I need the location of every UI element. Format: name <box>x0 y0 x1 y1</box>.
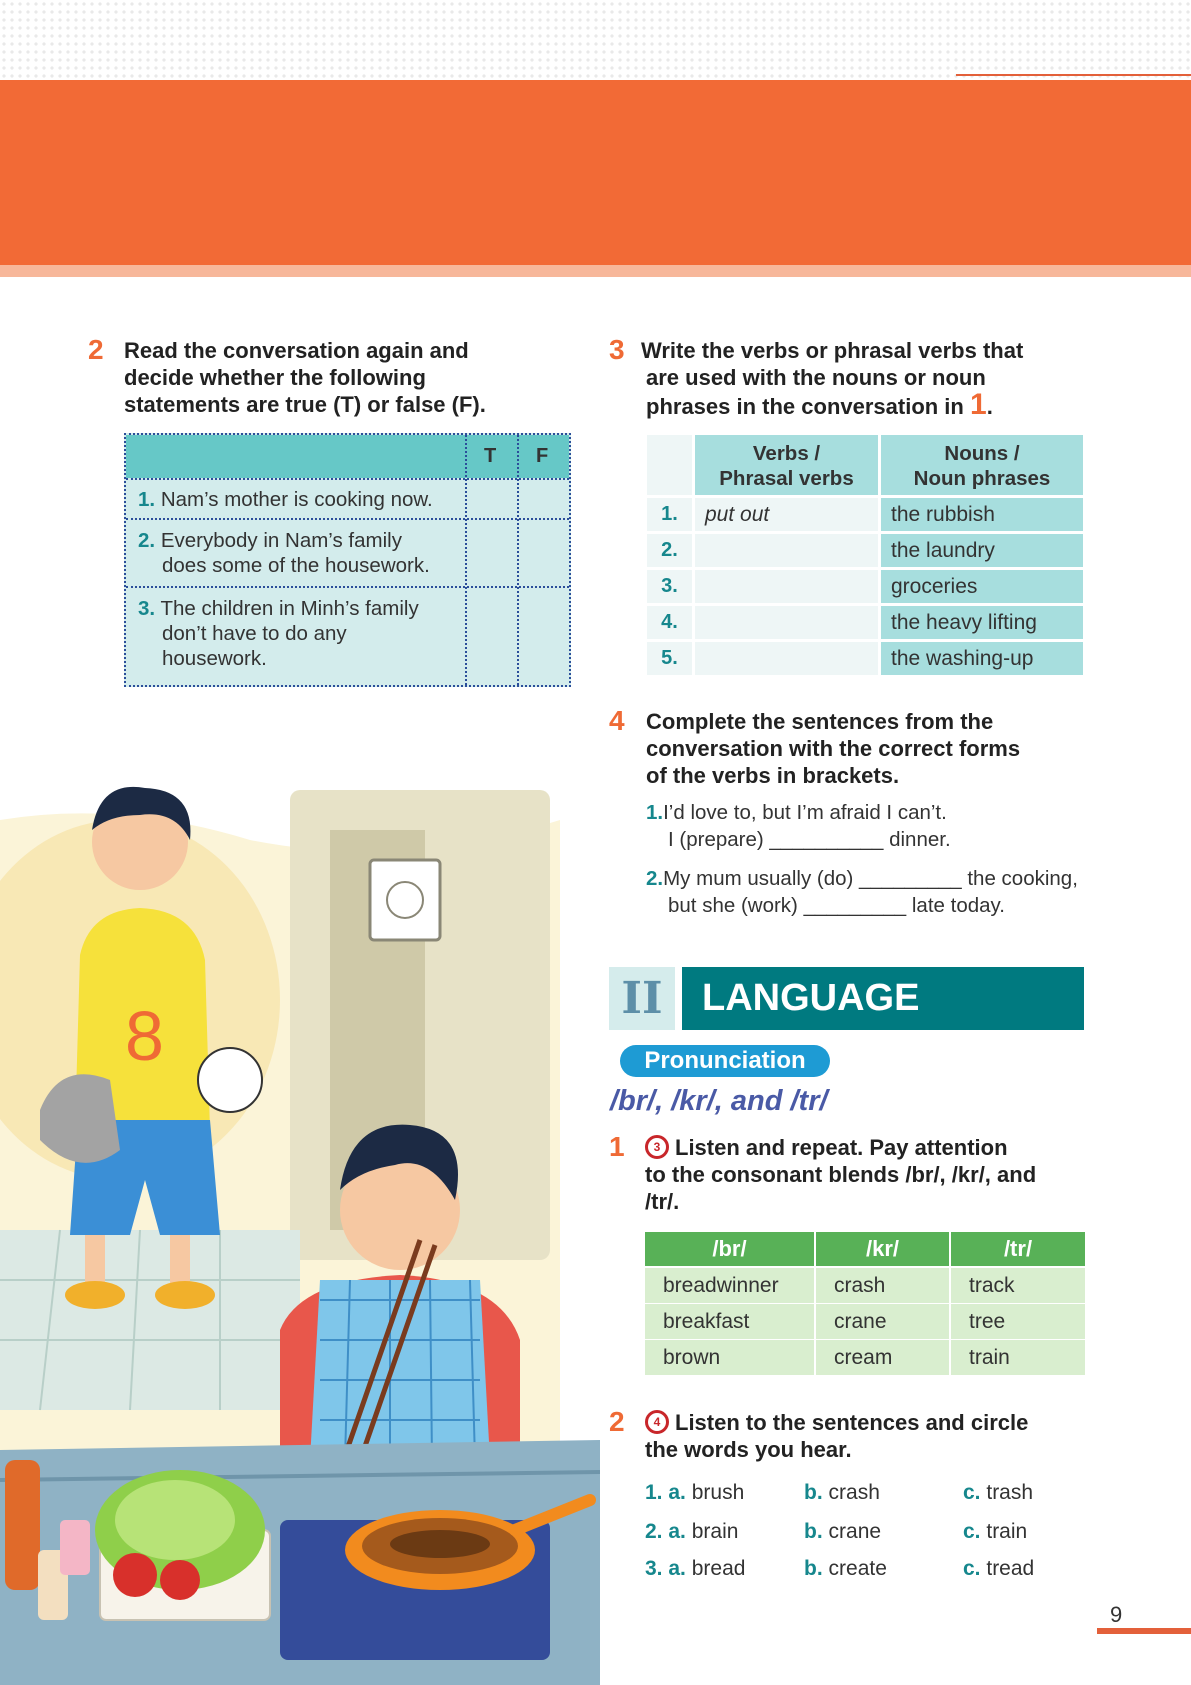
section-title: LANGUAGE <box>682 967 1084 1030</box>
table-row <box>126 586 569 687</box>
pronunciation-label: Pronunciation <box>620 1045 830 1077</box>
table-row <box>126 478 569 520</box>
option-1c[interactable]: c. trash <box>963 1481 1034 1504</box>
row-number: 2. <box>647 534 692 567</box>
page-number: 9 <box>1110 1602 1123 1627</box>
header-nouns: Nouns / Noun phrases <box>881 435 1083 495</box>
false-answer-cell[interactable] <box>519 588 569 685</box>
instruction-line: Read the conversation again and <box>124 338 469 363</box>
header-banner <box>0 80 1191 265</box>
noun-cell: the laundry <box>881 534 1083 567</box>
row-number: 5. <box>647 642 692 675</box>
word-cell: track <box>951 1268 1085 1303</box>
statement-text: does some of the housework. <box>162 554 430 577</box>
option-3c[interactable]: c. tread <box>963 1557 1035 1580</box>
statement-text: don’t have to do any <box>162 622 347 645</box>
statement-text: Everybody in Nam’s family <box>160 529 402 552</box>
row-number: 1. <box>647 498 692 531</box>
header-tr: /tr/ <box>951 1232 1085 1266</box>
exercise-2-instructions <box>124 337 486 418</box>
header-false: F <box>536 445 549 467</box>
option-3b[interactable]: b. create <box>804 1557 887 1580</box>
noun-cell: the rubbish <box>881 498 1083 531</box>
header-banner-strip <box>0 265 1191 277</box>
row-number: 3. <box>138 597 156 620</box>
true-answer-cell[interactable] <box>467 588 517 685</box>
noun-cell: groceries <box>881 570 1083 603</box>
word-cell: crane <box>816 1304 949 1339</box>
exercise-4-number: 4 <box>609 705 625 736</box>
exercise-2-number: 2 <box>88 334 104 365</box>
audio-track-icon[interactable]: 4 <box>645 1410 669 1434</box>
pronunciation-1-number: 1 <box>609 1131 625 1162</box>
svg-text:8: 8 <box>125 997 164 1075</box>
verb-answer-cell[interactable] <box>695 606 878 639</box>
true-false-table <box>124 433 571 687</box>
sentence-2: 2.My mum usually (do) _________ the cooking, but she (work) _________ late today. <box>646 867 1078 917</box>
noun-cell: the heavy lifting <box>881 606 1083 639</box>
header-verbs: Verbs / Phrasal verbs <box>695 435 878 495</box>
instruction-line: Write the verbs or phrasal verbs that <box>641 338 1024 363</box>
statement-text: Nam’s mother is cooking now. <box>160 488 433 511</box>
table-row <box>126 518 569 588</box>
kitchen-illustration <box>0 760 600 1685</box>
audio-track-icon[interactable]: 3 <box>645 1135 669 1159</box>
header-br: /br/ <box>645 1232 814 1266</box>
verb-answer-cell[interactable]: put out <box>695 498 878 531</box>
option-1a[interactable]: 1. a. brush <box>645 1481 745 1504</box>
header-dot-pattern <box>0 0 1191 78</box>
word-cell: brown <box>645 1340 814 1375</box>
option-2b[interactable]: b. crane <box>804 1520 882 1543</box>
instruction-line: phrases in the conversation in <box>646 394 964 419</box>
cat-picture <box>370 860 440 940</box>
statement-text: housework. <box>162 647 267 670</box>
row-number: 4. <box>647 606 692 639</box>
sauce-bottle <box>5 1460 40 1590</box>
word-cell: breakfast <box>645 1304 814 1339</box>
header-empty-cell <box>647 435 692 495</box>
noun-cell: the washing-up <box>881 642 1083 675</box>
verb-answer-cell[interactable] <box>695 534 878 567</box>
header-true: T <box>484 445 497 467</box>
reference-number: 1 <box>970 388 987 421</box>
word-cell: tree <box>951 1304 1085 1339</box>
option-2c[interactable]: c. train <box>963 1520 1028 1543</box>
header-kr: /kr/ <box>816 1232 949 1266</box>
instruction-line: Complete the sentences from the <box>646 709 994 734</box>
sounds-heading: /br/, /kr/, and /tr/ <box>610 1085 828 1117</box>
verb-answer-cell[interactable] <box>695 570 878 603</box>
true-answer-cell[interactable] <box>467 520 517 588</box>
sentence-1: 1.I’d love to, but I’m afraid I can’t. I (prepare) __________ dinner. <box>646 801 951 851</box>
tomato <box>113 1553 157 1597</box>
pronunciation-2-number: 2 <box>609 1406 625 1437</box>
instruction-line: are used with the nouns or noun <box>646 365 986 390</box>
instruction-line: conversation with the correct forms <box>646 736 1021 761</box>
section-roman-numeral: II <box>609 967 675 1030</box>
pronunciation-1-instructions: 3 Listen and repeat. Pay attention to the consonant blends /br/, /kr/, and /tr/. <box>645 1135 1037 1215</box>
pronunciation-2-instructions: 4 Listen to the sentences and circle the words you hear. <box>645 1410 1029 1463</box>
row-number: 3. <box>647 570 692 603</box>
row-number: 1. <box>138 488 156 511</box>
verb-answer-cell[interactable] <box>695 642 878 675</box>
exercise-4-instructions <box>646 708 1020 789</box>
word-cell: crash <box>816 1268 949 1303</box>
option-3a[interactable]: 3. a. bread <box>645 1557 746 1580</box>
exercise-3-number: 3 <box>609 334 625 365</box>
word-cell: cream <box>816 1340 949 1375</box>
word-cell: breadwinner <box>645 1268 814 1303</box>
table-header <box>126 435 569 478</box>
statement-text: The children in Minh’s family <box>160 597 419 620</box>
option-2a[interactable]: 2. a. brain <box>645 1520 739 1543</box>
tomato <box>160 1560 200 1600</box>
row-number: 2. <box>138 529 156 552</box>
false-answer-cell[interactable] <box>519 480 569 520</box>
true-answer-cell[interactable] <box>467 480 517 520</box>
header-rule <box>956 74 1191 76</box>
instruction-line: of the verbs in brackets. <box>646 763 900 788</box>
false-answer-cell[interactable] <box>519 520 569 588</box>
word-cell: train <box>951 1340 1085 1375</box>
exercise-3-instructions: Write the verbs or phrasal verbs that are used with the nouns or noun phrases in the conversation in 1. <box>641 338 1024 421</box>
instruction-line: decide whether the following <box>124 365 426 390</box>
page-number-rule <box>1097 1628 1191 1634</box>
option-1b[interactable]: b. crash <box>804 1481 880 1504</box>
instruction-line: statements are true (T) or false (F). <box>124 392 486 417</box>
